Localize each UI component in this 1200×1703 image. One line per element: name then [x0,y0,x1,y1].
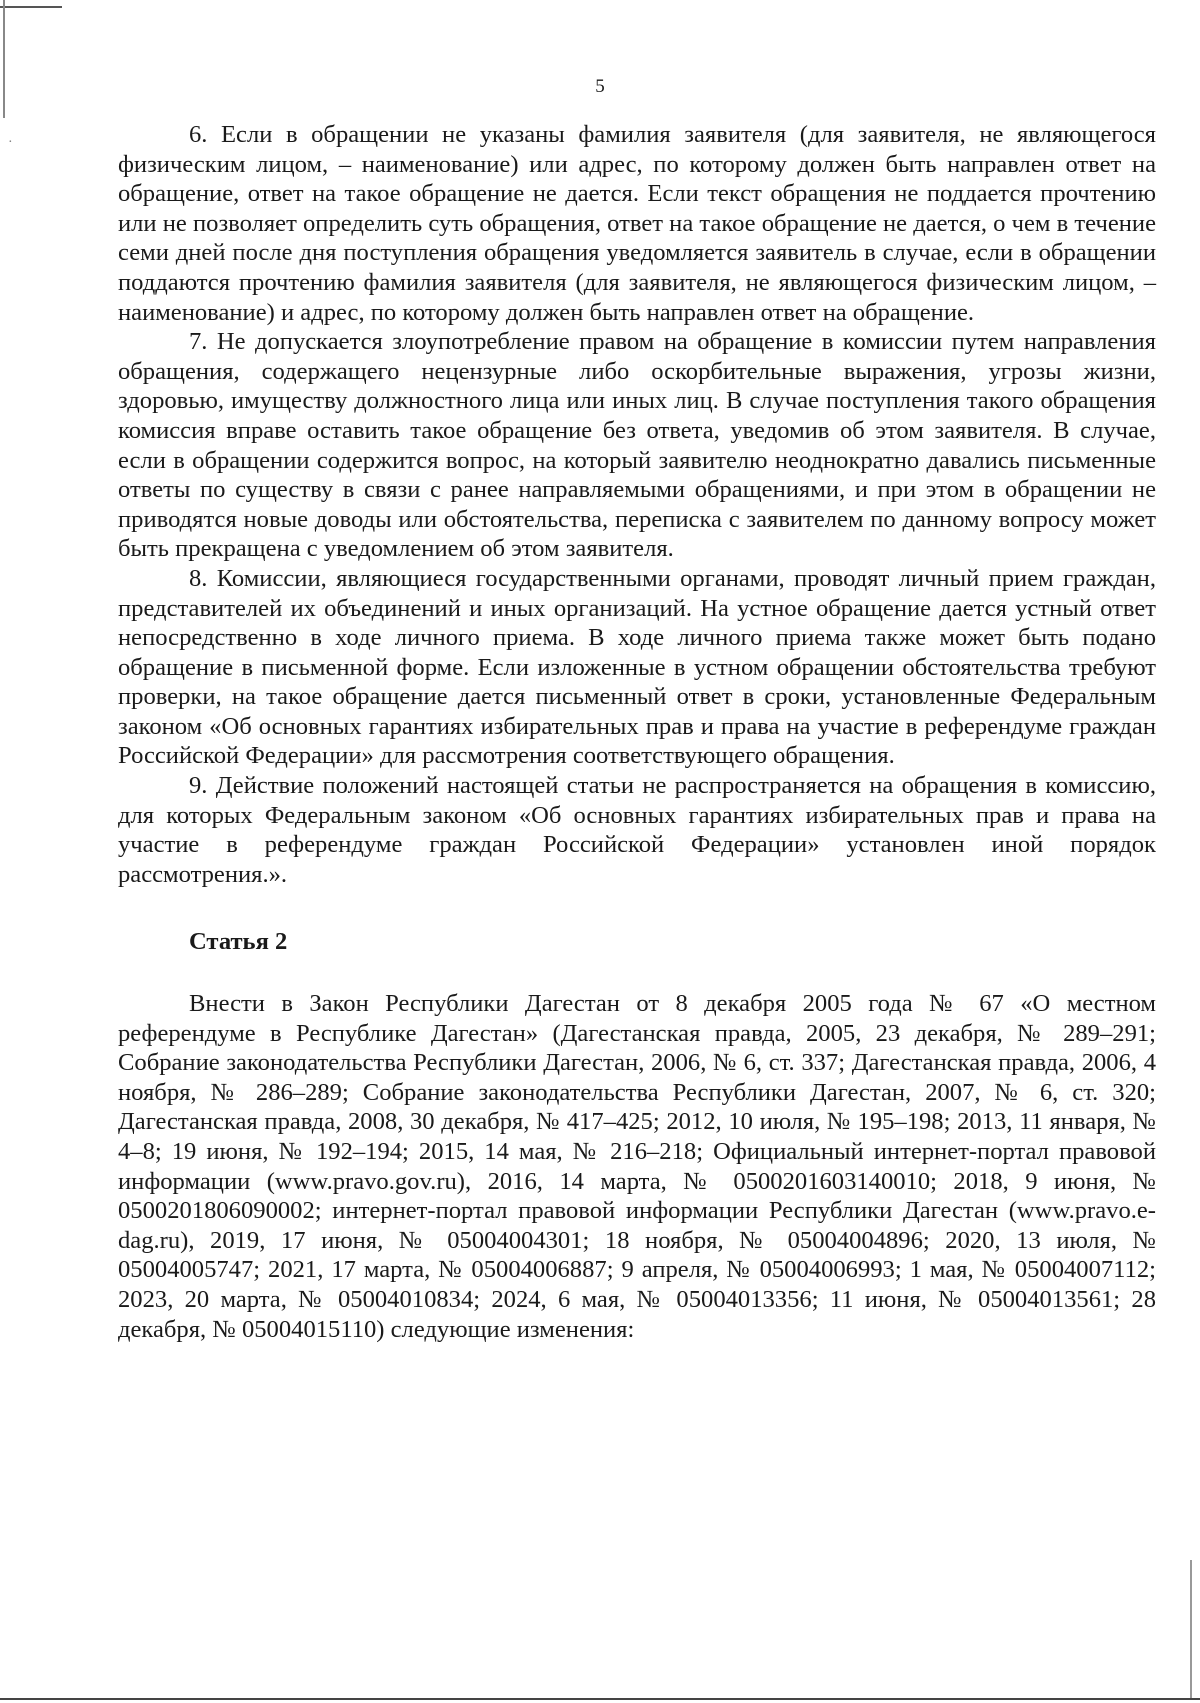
article-heading: Статья 2 [189,928,288,956]
paragraph-8: 8. Комиссии, являющиеся государственными органами, проводят личный прием граждан, представителей их объединений и иных организаций. На устное обращение дается устный ответ непосредственно в ходе личного приема. В ходе личного приема также может быть подано обращение в письменной форме. Если изложенные в устном обращении обстоятельства требуют проверки, на такое обращение дается письменный ответ в сроки, установленные Федеральным законом «Об основных гарантиях избирательных прав и права на участие в референдуме граждан Российской Федерации» для рассмотрения соответствующего обращения. [118,564,1156,770]
scan-edge-mark [0,6,62,8]
scan-edge-mark: · [8,135,13,150]
scan-edge-mark [3,0,5,118]
scan-edge-mark [1190,1560,1192,1700]
paragraph-7: 7. Не допускается злоупотребление правом на обращение в комиссии путем направления обращения, содержащего нецензурные либо оскорбительные выражения, угрозы жизни, здоровью, имуществу должностного лица или иных лиц. В случае поступления такого обращения комиссия вправе оставить такое обращение без ответа, уведомив об этом заявителя. В случае, если в обращении содержится вопрос, на который заявителю неоднократно давались письменные ответы по существу в связи с ранее направляемыми обращениями, и при этом в обращении не приводятся новые доводы или обстоятельства, переписка с заявителем по данному вопросу может быть прекращена с уведомлением об этом заявителя. [118,328,1156,563]
paragraph-9: 9. Действие положений настоящей статьи не распространяется на обращения в комиссию, для которых Федеральным законом «Об основных гарантиях избирательных прав и права на участие в референдуме граждан Российской Федерации» установлен иной порядок рассмотрения.». [118,772,1156,888]
page-number: 5 [595,76,605,97]
paragraph-6: 6. Если в обращении не указаны фамилия заявителя (для заявителя, не являющегося физическим лицом, – наименование) или адрес, по которому должен быть направлен ответ на обращение, ответ на такое обращение не дается. Если текст обращения не поддается прочтению или не позволяет определить суть обращения, ответ на такое обращение не дается, о чем в течение семи дней после дня поступления обращения уведомляется заявитель в случае, если в обращении поддаются прочтению фамилия заявителя (для заявителя, не являющегося физическим лицом, – наименование) и адрес, по которому должен быть направлен ответ на обращение. [118,121,1156,326]
document-body [118,120,1156,1344]
article-2-paragraph: Внести в Закон Республики Дагестан от 8 декабря 2005 года № 67 «О местном референдуме в Республике Дагестан» (Дагестанская правда, 2005, 23 декабря, № 289–291; Собрание законодательства Республики Дагестан, 2006, № 6, ст. 337; Дагестанская правда, 2006, 4 ноября, № 286–289; Собрание законодательства Республики Дагестан, 2007, № 6, ст. 320; Дагестанская правда, 2008, 30 декабря, № 417–425; 2012, 10 июля, № 195–198; 2013, 11 января, № 4–8; 19 июня, № 192–194; 2015, 14 мая, № 216–218; Официальный интернет-портал правовой информации (www.pravo.gov.ru), 2016, 14 марта, № 0500201603140010; 2018, 9 июня, № 0500201806090002; интернет-портал правовой информации Республики Дагестан (www.pravo.e-dag.ru), 2019, 17 июня, № 05004004301; 18 ноября, № 05004004896; 2020, 13 июля, № 05004005747; 2021, 17 марта, № 05004006887; 9 апреля, № 05004006993; 1 мая, № 05004007112; 2023, 20 марта, № 05004010834; 2024, 6 мая, № 05004013356; 11 июня, № 05004013561; 28 декабря, № 05004015110) следующие изменения: [118,990,1156,1343]
scan-edge-mark [0,1698,1200,1700]
